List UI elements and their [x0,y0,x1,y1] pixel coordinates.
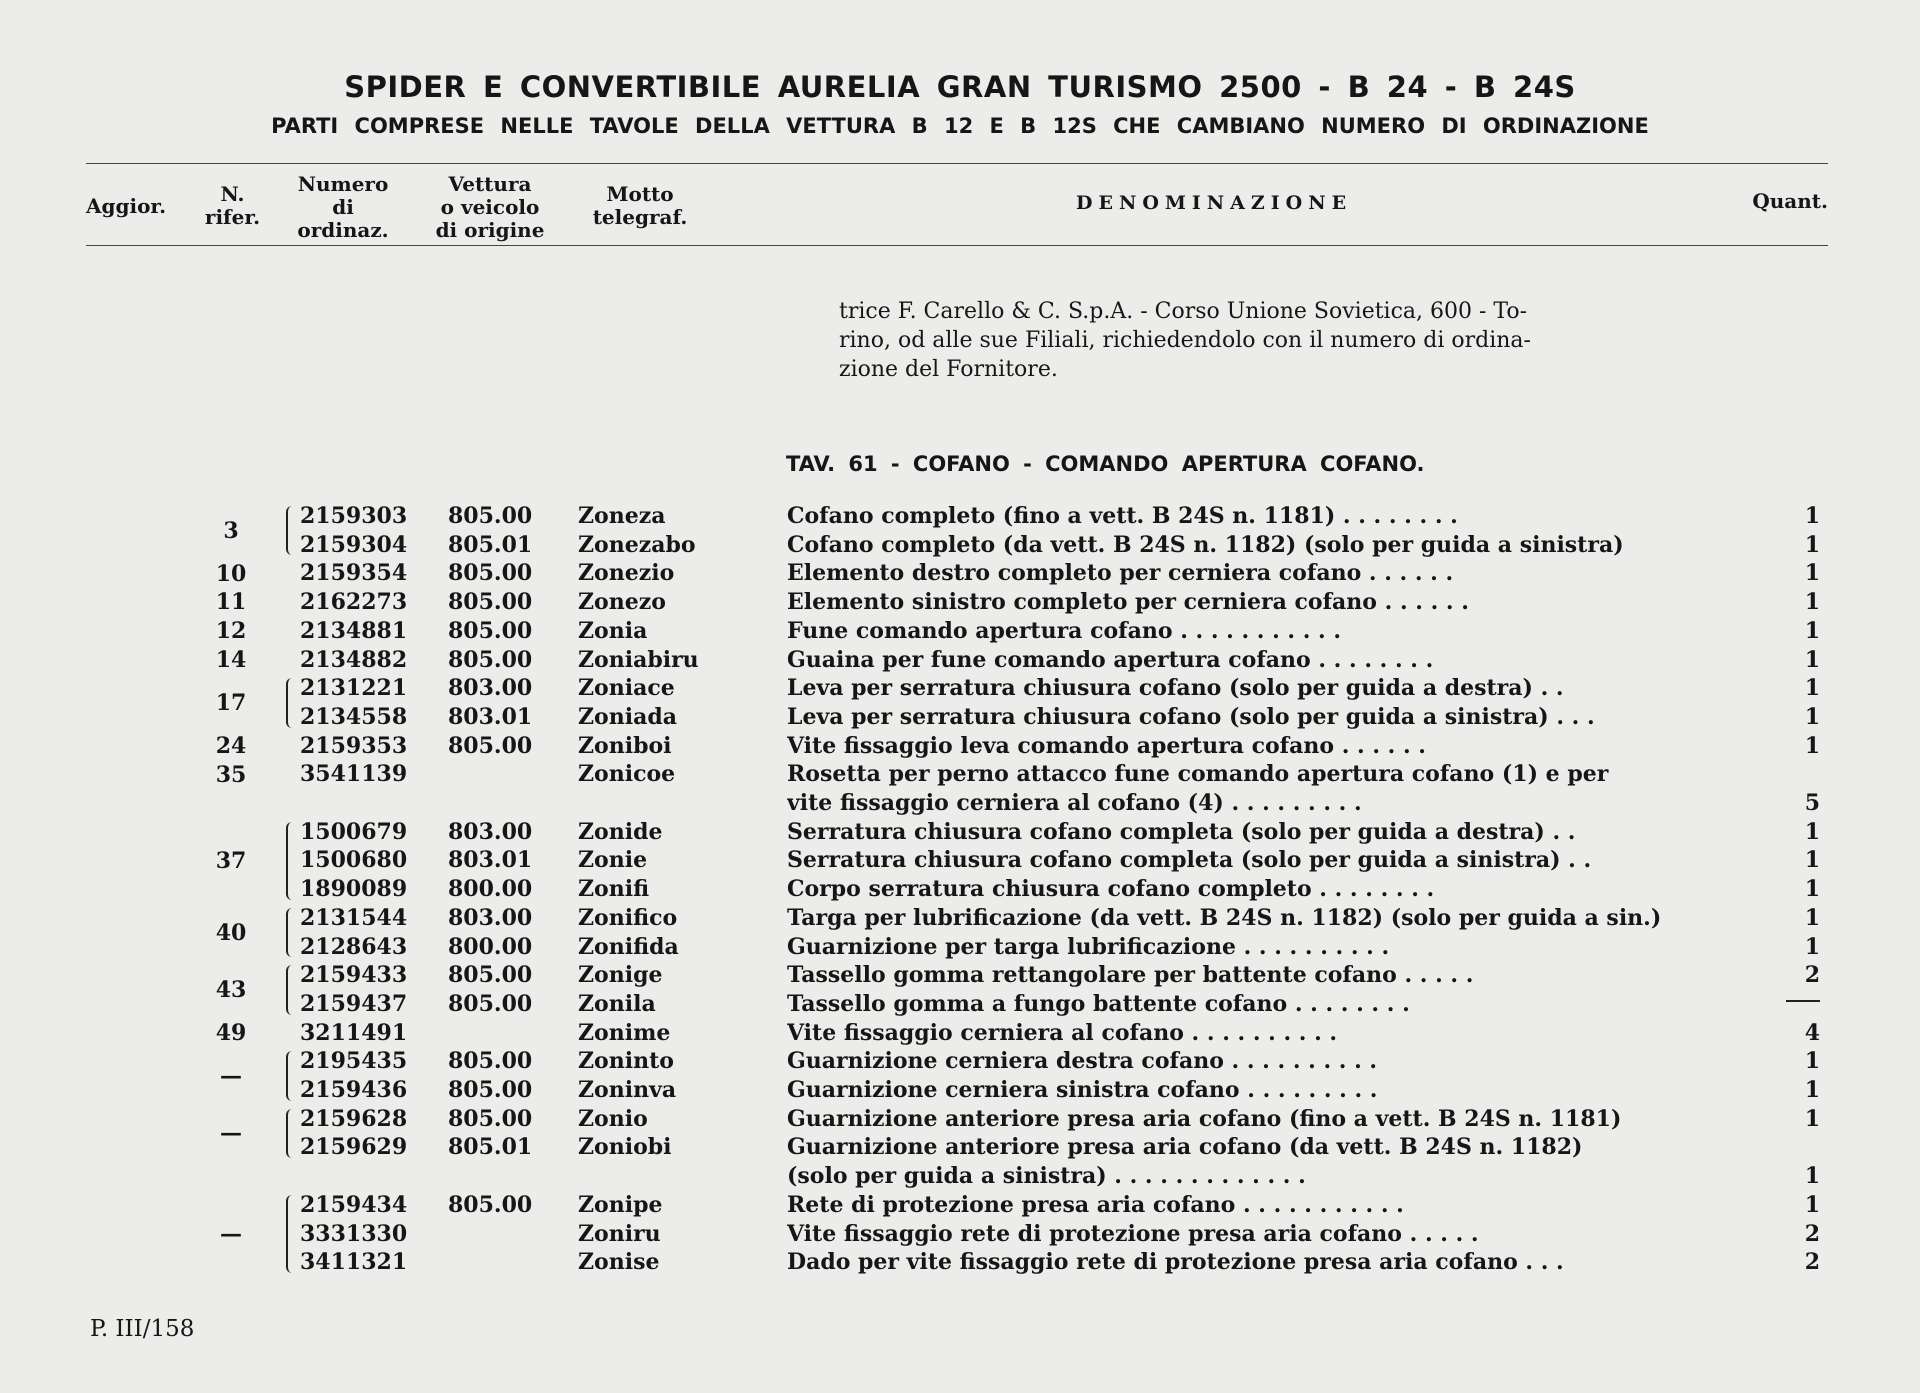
part-description: Dado per vite fissaggio rete di protezione presa aria cofano . . . [787,1249,1564,1276]
ref-number: 14 [215,646,247,673]
part-description: Corpo serratura chiusura cofano completo . . . . . . . . [787,876,1435,903]
section-heading: TAV. 61 - COFANO - COMANDO APERTURA COFANO. [786,452,1425,476]
ref-number: 24 [215,732,247,759]
part-description: Serratura chiusura cofano completa (solo per guida a sinistra) . . [787,847,1592,874]
vehicle-origin: 800.00 [448,933,533,960]
table-row [0,588,1920,616]
quantity: 1 [1804,1048,1820,1075]
vehicle-origin: 805.00 [448,617,533,644]
telegraph-code: Zonige [578,962,663,989]
vehicle-origin: 805.00 [448,1048,533,1075]
quantity: 1 [1804,503,1820,529]
header-vettura-origine: Vettura o veicolo di origine [435,172,545,242]
ref-number: 40 [215,919,247,946]
telegraph-code: Zoniobi [578,1134,672,1161]
part-description: Elemento destro completo per cerniera cofano . . . . . . [787,560,1454,587]
part-description: Guarnizione per targa lubrificazione . . . . . . . . . . [787,933,1390,960]
telegraph-code: Zoniada [578,703,677,730]
group-brace [286,965,294,1014]
ref-number: 37 [215,847,247,874]
telegraph-code: Zonifi [578,876,650,903]
telegraph-code: Zonipe [578,1191,663,1218]
telegraph-code: Zonezio [578,560,675,587]
header-quantita: Quant. [1752,189,1828,213]
quantity: 1 [1804,1191,1820,1218]
vehicle-origin: 803.01 [448,703,533,730]
part-number: 2159436 [300,1077,408,1103]
part-number: 3211491 [300,1019,408,1046]
part-number: 2159304 [300,531,408,558]
quantity: 1 [1804,876,1820,903]
quantity: 1 [1804,933,1820,960]
part-number: 3331330 [300,1220,408,1247]
quantity: 1 [1804,560,1820,587]
group-brace [286,506,294,555]
ref-number: 12 [215,618,247,645]
part-description: Cofano completo (fino a vett. B 24S n. 1181) . . . . . . . . [787,503,1458,529]
part-description: Fune comando apertura cofano . . . . . . . . . . . [787,617,1342,644]
quantity: 1 [1804,531,1820,558]
part-number: 2159353 [300,732,408,759]
vehicle-origin: 803.01 [448,847,533,874]
part-number: 2195435 [300,1048,408,1075]
vehicle-origin: 803.00 [448,818,533,845]
header-numero-ordinazione: Numero di ordinaz. [297,172,389,242]
part-description: Elemento sinistro completo per cerniera cofano . . . . . . [787,589,1469,616]
part-number: 2159628 [300,1105,408,1132]
table-row [0,559,1920,587]
part-description: Rosetta per perno attacco fune comando apertura cofano (1) e per [787,761,1609,788]
part-number: 2128643 [300,933,408,960]
ref-number: 3 [223,517,239,544]
part-number: 2131221 [300,675,408,702]
vehicle-origin: 805.00 [448,646,533,673]
part-number: 3411321 [300,1249,408,1276]
telegraph-code: Zonifico [578,904,678,931]
telegraph-code: Zonicoe [578,761,676,788]
intro-line: zione del Fornitore. [839,357,1058,382]
part-number: 2134882 [300,646,408,673]
telegraph-code: Zonio [578,1105,648,1132]
vehicle-origin: 805.00 [448,560,533,587]
part-description: Vite fissaggio leva comando apertura cofano . . . . . . [787,732,1426,759]
part-number: 2134881 [300,617,408,644]
group-brace [286,1051,294,1100]
part-number: 3541139 [300,761,408,788]
page-subtitle: PARTI COMPRESE NELLE TAVOLE DELLA VETTURA B 12 E B 12S CHE CAMBIANO NUMERO DI ORDINAZIONE [271,114,1649,138]
quantity: 1 [1804,589,1820,616]
part-description: Guaina per fune comando apertura cofano . . . . . . . . [787,646,1434,673]
part-number: 2159629 [300,1134,408,1161]
vehicle-origin: 805.00 [448,732,533,759]
quantity: 2 [1804,1249,1820,1276]
quantity: 4 [1804,1019,1820,1046]
ref-number: — [220,1063,242,1089]
part-description: Serratura chiusura cofano completa (solo per guida a destra) . . [787,818,1576,845]
header-motto-telegrafico: Motto telegraf. [592,182,688,229]
part-description: vite fissaggio cerniera al cofano (4) . . . . . . . . . [787,790,1362,816]
part-number: 2159434 [300,1191,408,1218]
telegraph-code: Zoneza [578,503,666,529]
vehicle-origin: 805.00 [448,589,533,616]
part-number: 2159303 [300,503,408,529]
quantity: 1 [1804,732,1820,759]
intro-paragraph [839,297,1749,384]
part-description: Guarnizione anteriore presa aria cofano (da vett. B 24S n. 1182) [787,1134,1583,1161]
telegraph-code: Zonifida [578,933,679,960]
quantity: 1 [1804,675,1820,702]
table-row [0,1162,1920,1190]
vehicle-origin: 805.00 [448,990,533,1017]
group-brace [286,678,294,727]
table-row [0,789,1920,817]
vehicle-origin: 800.00 [448,876,533,903]
part-description: Targa per lubrificazione (da vett. B 24S n. 1182) (solo per guida a sin.) [787,904,1662,931]
vehicle-origin: 803.00 [448,904,533,931]
ref-number: 10 [215,560,247,587]
table-row [0,732,1920,760]
vehicle-origin: 803.00 [448,675,533,702]
header-denominazione: DENOMINAZIONE [1076,192,1353,214]
part-description: Tassello gomma a fungo battente cofano . . . . . . . . [787,990,1410,1017]
group-brace [286,1195,294,1273]
telegraph-code: Zonie [578,847,648,874]
header-aggior: Aggior. [86,194,167,218]
telegraph-code: Zoniace [578,675,675,702]
part-number: 1500679 [300,818,408,845]
quantity: 1 [1804,847,1820,874]
vehicle-origin: 805.01 [448,1134,533,1161]
ref-number: 49 [215,1019,247,1046]
telegraph-code: Zoniru [578,1220,661,1247]
part-number: 2159437 [300,990,408,1017]
ref-number: — [220,1220,242,1247]
telegraph-code: Zoniabiru [578,646,699,673]
part-description: Guarnizione cerniera destra cofano . . . . . . . . . . [787,1048,1378,1075]
telegraph-code: Zonise [578,1249,660,1276]
ref-number: 35 [215,761,247,788]
vehicle-origin: 805.00 [448,503,533,529]
telegraph-code: Zonezo [578,589,666,616]
quantity-dash [1786,1000,1820,1002]
group-brace [286,1109,294,1158]
ref-number: 11 [215,589,247,616]
page-title: SPIDER E CONVERTIBILE AURELIA GRAN TURISMO 2500 - B 24 - B 24S [344,70,1576,104]
part-description: (solo per guida a sinistra) . . . . . . . . . . . . . [787,1163,1306,1190]
part-description: Guarnizione anteriore presa aria cofano (fino a vett. B 24S n. 1181) [787,1105,1622,1132]
telegraph-code: Zonide [578,818,663,845]
quantity: 1 [1804,1077,1820,1103]
quantity: 1 [1804,646,1820,673]
telegraph-code: Zonime [578,1019,671,1046]
part-description: Rete di protezione presa aria cofano . . . . . . . . . . . [787,1191,1404,1218]
quantity: 1 [1804,703,1820,730]
part-description: Tassello gomma rettangolare per battente cofano . . . . . [787,962,1474,989]
part-description: Vite fissaggio rete di protezione presa aria cofano . . . . . [787,1220,1479,1247]
part-number: 2159354 [300,560,408,587]
quantity: 5 [1804,790,1820,816]
header-n-rifer: N. rifer. [204,182,261,229]
part-description: Leva per serratura chiusura cofano (solo per guida a destra) . . [787,675,1564,702]
ref-number: 43 [215,976,247,1003]
vehicle-origin: 805.00 [448,962,533,989]
group-brace [286,908,294,957]
telegraph-code: Zonezabo [578,531,696,558]
part-description: Leva per serratura chiusura cofano (solo per guida a sinistra) . . . [787,703,1595,730]
telegraph-code: Zonia [578,617,648,644]
group-brace [286,822,294,900]
header-top-rule [86,163,1828,164]
telegraph-code: Zonila [578,990,656,1017]
part-description: Vite fissaggio cerniera al cofano . . . . . . . . . . [787,1019,1338,1046]
page-number: P. III/158 [90,1316,195,1342]
quantity: 1 [1804,1105,1820,1132]
vehicle-origin: 805.00 [448,1077,533,1103]
table-row [0,760,1920,788]
part-number: 1500680 [300,847,408,874]
header-bottom-rule [86,245,1828,246]
table-row [0,617,1920,645]
quantity: 1 [1804,1163,1820,1190]
table-row [0,646,1920,674]
part-description: Cofano completo (da vett. B 24S n. 1182) (solo per guida a sinistra) [787,531,1624,558]
table-row [0,1019,1920,1047]
quantity: 2 [1804,1220,1820,1247]
intro-line: trice F. Carello & C. S.p.A. - Corso Unione Sovietica, 600 - To- [839,299,1528,324]
quantity: 1 [1804,818,1820,845]
part-number: 1890089 [300,876,408,903]
vehicle-origin: 805.00 [448,1191,533,1218]
ref-number: 17 [215,689,247,716]
quantity: 2 [1804,962,1820,989]
part-number: 2131544 [300,904,408,931]
telegraph-code: Zoniboi [578,732,672,759]
telegraph-code: Zoninva [578,1077,677,1103]
quantity: 1 [1804,904,1820,931]
part-number: 2159433 [300,962,408,989]
vehicle-origin: 805.01 [448,531,533,558]
part-number: 2162273 [300,589,408,616]
quantity: 1 [1804,617,1820,644]
telegraph-code: Zoninto [578,1048,674,1075]
ref-number: — [220,1120,242,1147]
part-description: Guarnizione cerniera sinistra cofano . . . . . . . . . [787,1077,1378,1103]
part-number: 2134558 [300,703,408,730]
vehicle-origin: 805.00 [448,1105,533,1132]
intro-line: rino, od alle sue Filiali, richiedendolo con il numero di ordina- [839,328,1531,353]
